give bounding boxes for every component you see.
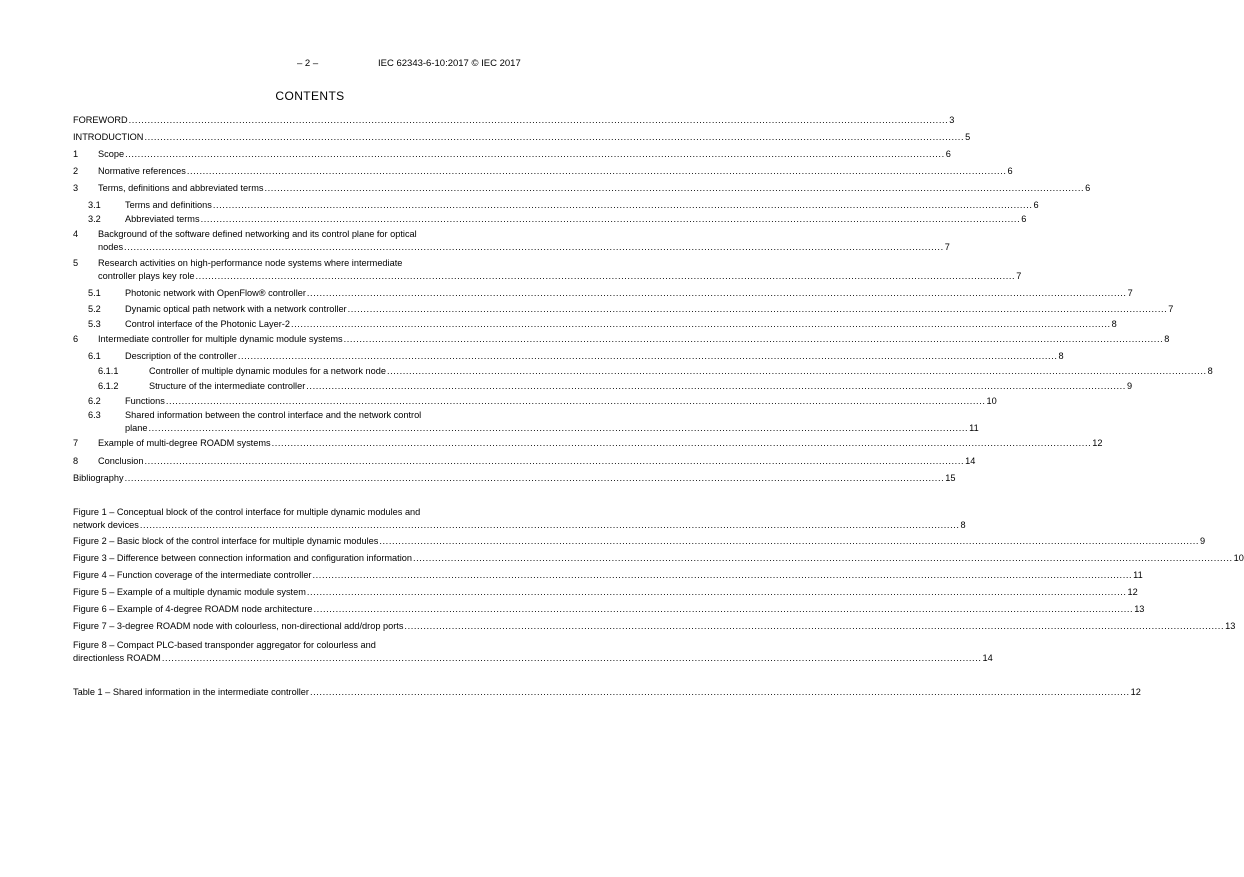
- toc-entry[interactable]: [0, 200, 1039, 211]
- dot-leader: ....................................................................................................................................................................................................................................................................: [306, 288, 1127, 298]
- dot-leader: ....................................................................................................................................................................................................................................................................: [343, 334, 1164, 344]
- entry-title: Figure 2 – Basic block of the control interface for multiple dynamic modules: [73, 536, 379, 546]
- toc-entry[interactable]: [0, 473, 956, 484]
- figure-entry[interactable]: [0, 507, 966, 531]
- toc-entry[interactable]: [0, 132, 971, 143]
- toc-entry[interactable]: [0, 166, 1013, 177]
- toc-entry[interactable]: [0, 396, 997, 407]
- entry-title: Control interface of the Photonic Layer-2: [125, 319, 290, 329]
- dot-leader: ....................................................................................................................................................................................................................................................................: [195, 271, 1016, 281]
- figure-entry[interactable]: [0, 553, 1244, 564]
- toc-entry[interactable]: [0, 115, 955, 126]
- entry-page-number: 9: [1200, 536, 1206, 546]
- entry-title: FOREWORD: [73, 115, 128, 125]
- entry-title: network devices: [73, 520, 139, 530]
- dot-leader: ....................................................................................................................................................................................................................................................................: [144, 456, 965, 466]
- entry-page-number: 13: [1134, 604, 1145, 614]
- entry-number: 3: [73, 183, 79, 193]
- dot-leader: ....................................................................................................................................................................................................................................................................: [309, 687, 1130, 697]
- entry-page-number: 8: [1111, 319, 1117, 329]
- standard-reference: IEC 62343-6-10:2017 © IEC 2017: [378, 58, 521, 69]
- entry-page-number: 10: [1233, 553, 1244, 563]
- dot-leader: ....................................................................................................................................................................................................................................................................: [306, 381, 1126, 391]
- entry-page-number: 8: [1058, 351, 1064, 361]
- entry-title: directionless ROADM: [73, 653, 161, 663]
- table-entry[interactable]: [0, 687, 1141, 698]
- figure-entry[interactable]: [0, 587, 1138, 598]
- dot-leader: ....................................................................................................................................................................................................................................................................: [412, 553, 1233, 563]
- dot-leader: ....................................................................................................................................................................................................................................................................: [237, 351, 1058, 361]
- toc-entry[interactable]: [0, 229, 950, 253]
- entry-title: Abbreviated terms: [125, 214, 200, 224]
- entry-page-number: 7: [1016, 271, 1022, 281]
- entry-page-number: 11: [1133, 570, 1143, 580]
- entry-number: 4: [73, 229, 79, 239]
- entry-title: Scope: [98, 149, 125, 159]
- entry-title: INTRODUCTION: [73, 132, 144, 142]
- dot-leader: ....................................................................................................................................................................................................................................................................: [313, 604, 1134, 614]
- figure-entry[interactable]: [0, 621, 1236, 632]
- entry-title: Terms and definitions: [125, 200, 212, 210]
- entry-title: plane: [125, 423, 148, 433]
- entry-title: Intermediate controller for multiple dynamic module systems: [98, 334, 343, 344]
- toc-entry[interactable]: [0, 214, 1027, 225]
- entry-title-line: Figure 8 – Compact PLC-based transponder aggregator for colourless and: [73, 640, 376, 650]
- dot-leader: ....................................................................................................................................................................................................................................................................: [144, 132, 965, 142]
- entry-title: Terms, definitions and abbreviated terms: [98, 183, 264, 193]
- entry-page-number: 15: [945, 473, 956, 483]
- page-title: CONTENTS: [275, 89, 345, 103]
- toc-entry[interactable]: [0, 304, 1174, 315]
- dot-leader: ....................................................................................................................................................................................................................................................................: [124, 242, 944, 252]
- entry-number: 6.1.2: [98, 381, 119, 391]
- figure-entry[interactable]: [0, 536, 1206, 547]
- dot-leader: ....................................................................................................................................................................................................................................................................: [165, 396, 986, 406]
- entry-title: Table 1 – Shared information in the intermediate controller: [73, 687, 309, 697]
- dot-leader: ....................................................................................................................................................................................................................................................................: [271, 438, 1092, 448]
- toc-entry[interactable]: [0, 381, 1133, 392]
- entry-page-number: 13: [1225, 621, 1236, 631]
- entry-title: Figure 7 – 3-degree ROADM node with colourless, non-directional add/drop ports: [73, 621, 404, 631]
- entry-page-number: 9: [1126, 381, 1133, 391]
- entry-title-line: Figure 1 – Conceptual block of the control interface for multiple dynamic modules and: [73, 507, 421, 517]
- entry-title-line: Research activities on high-performance node systems where intermediate: [98, 258, 403, 268]
- toc-entry[interactable]: [0, 319, 1117, 330]
- entry-page-number: 3: [949, 115, 955, 125]
- entry-page-number: 12: [1130, 687, 1141, 697]
- entry-page-number: 5: [965, 132, 971, 142]
- toc-entry[interactable]: [0, 258, 1022, 282]
- toc-entry[interactable]: [0, 183, 1091, 194]
- dot-leader: ....................................................................................................................................................................................................................................................................: [200, 214, 1021, 224]
- entry-number: 2: [73, 166, 79, 176]
- figure-entry[interactable]: [0, 570, 1143, 581]
- entry-title: Figure 5 – Example of a multiple dynamic module system: [73, 587, 306, 597]
- dot-leader: ....................................................................................................................................................................................................................................................................: [139, 520, 960, 530]
- entry-page-number: 11: [969, 423, 979, 433]
- dot-leader: ....................................................................................................................................................................................................................................................................: [124, 473, 945, 483]
- entry-title: Normative references: [98, 166, 186, 176]
- entry-title: Dynamic optical path network with a network controller: [125, 304, 347, 314]
- toc-entry[interactable]: [0, 366, 1213, 377]
- toc-entry[interactable]: [0, 438, 1103, 449]
- entry-title: Figure 6 – Example of 4-degree ROADM node architecture: [73, 604, 313, 614]
- entry-page-number: 6: [1021, 214, 1027, 224]
- entry-page-number: 6: [1085, 183, 1091, 193]
- entry-title-line: Shared information between the control interface and the network control: [125, 410, 422, 420]
- dot-leader: ....................................................................................................................................................................................................................................................................: [128, 115, 949, 125]
- entry-number: 5.1: [88, 288, 101, 298]
- dot-leader: ....................................................................................................................................................................................................................................................................: [404, 621, 1225, 631]
- entry-number: 5.2: [88, 304, 101, 314]
- entry-title: Figure 4 – Function coverage of the intermediate controller: [73, 570, 312, 580]
- entry-title: Description of the controller: [125, 351, 237, 361]
- dot-leader: ....................................................................................................................................................................................................................................................................: [161, 653, 982, 663]
- entry-number: 3.2: [88, 214, 101, 224]
- dot-leader: ....................................................................................................................................................................................................................................................................: [306, 587, 1127, 597]
- dot-leader: ....................................................................................................................................................................................................................................................................: [264, 183, 1085, 193]
- toc-entry[interactable]: [0, 288, 1133, 299]
- entry-title: Figure 3 – Difference between connection information and configuration information: [73, 553, 412, 563]
- entry-number: 3.1: [88, 200, 101, 210]
- toc-entry[interactable]: [0, 149, 951, 160]
- entry-number: 5.3: [88, 319, 101, 329]
- entry-number: 7: [73, 438, 79, 448]
- dot-leader: ....................................................................................................................................................................................................................................................................: [386, 366, 1207, 376]
- entry-title: Structure of the intermediate controller: [149, 381, 306, 391]
- entry-title: Example of multi-degree ROADM systems: [98, 438, 271, 448]
- entry-page-number: 8: [1207, 366, 1213, 376]
- entry-title: nodes: [98, 242, 124, 252]
- entry-number: 6.2: [88, 396, 101, 406]
- entry-number: 6.1: [88, 351, 101, 361]
- entry-number: 1: [73, 149, 79, 159]
- entry-page-number: 12: [1127, 587, 1138, 597]
- entry-page-number: 14: [982, 653, 993, 663]
- entry-title: Functions: [125, 396, 165, 406]
- entry-title: controller plays key role: [98, 271, 195, 281]
- entry-number: 8: [73, 456, 79, 466]
- entry-number: 5: [73, 258, 79, 268]
- entry-title: Controller of multiple dynamic modules for a network node: [149, 366, 386, 376]
- toc-entry[interactable]: [0, 456, 976, 467]
- dot-leader: ....................................................................................................................................................................................................................................................................: [312, 570, 1133, 580]
- entry-title: Conclusion: [98, 456, 144, 466]
- dot-leader: ....................................................................................................................................................................................................................................................................: [379, 536, 1200, 546]
- entry-page-number: 8: [960, 520, 966, 530]
- entry-page-number: 12: [1092, 438, 1103, 448]
- entry-number: 6.3: [88, 410, 101, 420]
- entry-page-number: 14: [965, 456, 976, 466]
- figure-entry[interactable]: [0, 640, 993, 664]
- entry-page-number: 7: [1168, 304, 1174, 314]
- entry-page-number: 7: [944, 242, 950, 252]
- dot-leader: ....................................................................................................................................................................................................................................................................: [186, 166, 1007, 176]
- dot-leader: ....................................................................................................................................................................................................................................................................: [212, 200, 1033, 210]
- entry-title: Photonic network with OpenFlow® controller: [125, 288, 306, 298]
- dot-leader: ....................................................................................................................................................................................................................................................................: [347, 304, 1168, 314]
- page-number: – 2 –: [297, 58, 319, 69]
- figure-entry[interactable]: [0, 604, 1145, 615]
- dot-leader: ....................................................................................................................................................................................................................................................................: [290, 319, 1111, 329]
- entry-number: 6: [73, 334, 79, 344]
- entry-title-line: Background of the software defined networking and its control plane for optical: [98, 229, 417, 239]
- entry-page-number: 8: [1164, 334, 1170, 344]
- toc-entry[interactable]: [0, 410, 979, 434]
- entry-page-number: 6: [1033, 200, 1039, 210]
- dot-leader: ....................................................................................................................................................................................................................................................................: [148, 423, 969, 433]
- entry-page-number: 10: [986, 396, 997, 406]
- dot-leader: ....................................................................................................................................................................................................................................................................: [125, 149, 945, 159]
- toc-entry[interactable]: [0, 351, 1064, 362]
- entry-number: 6.1.1: [98, 366, 119, 376]
- toc-entry[interactable]: [0, 334, 1170, 345]
- entry-page-number: 6: [945, 149, 951, 159]
- entry-page-number: 7: [1127, 288, 1133, 298]
- entry-page-number: 6: [1007, 166, 1013, 176]
- entry-title: Bibliography: [73, 473, 124, 483]
